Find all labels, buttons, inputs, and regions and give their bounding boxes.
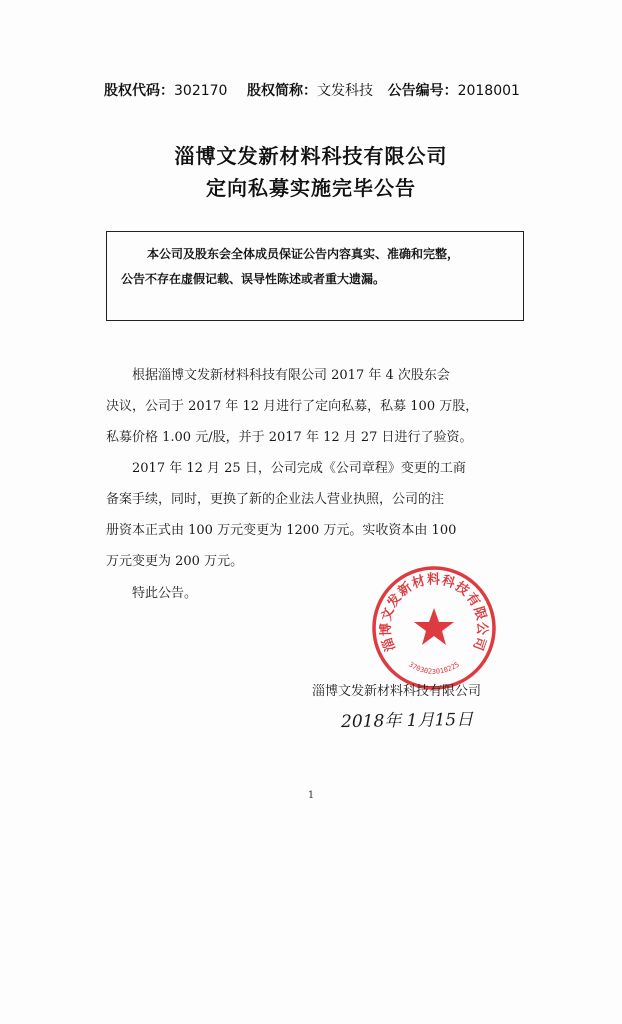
paragraph-line: 2017 年 12 月 25 日，公司完成《公司章程》变更的工商 bbox=[132, 461, 466, 476]
stock-abbr-value: 文发科技 bbox=[316, 83, 373, 99]
notice-number-label: 公告编号： bbox=[387, 83, 458, 99]
page-number: 1 bbox=[307, 790, 315, 801]
company-seal-stamp bbox=[370, 564, 498, 692]
paragraph-line: 万元变更为 200 万元。 bbox=[106, 554, 244, 569]
disclaimer-box bbox=[106, 231, 524, 321]
paragraph-line: 私募价格 1.00 元/股，并于 2017 年 12 月 27 日进行了验资。 bbox=[106, 430, 473, 445]
document-title-subject: 定向私募实施完毕公告 bbox=[206, 176, 416, 200]
announcement-header bbox=[104, 80, 544, 100]
paragraph-line: 根据淄博文发新材料科技有限公司 2017 年 4 次股东会 bbox=[132, 368, 450, 383]
signature-date: 2018年 1月15日 bbox=[340, 709, 474, 733]
paragraph-line: 备案手续，同时，更换了新的企业法人营业执照，公司的注 bbox=[106, 492, 445, 507]
stock-code-label: 股权代码： bbox=[104, 83, 174, 99]
paragraph-closing: 特此公告。 bbox=[132, 586, 198, 601]
document-title-company: 淄博文发新材料科技有限公司 bbox=[174, 144, 448, 168]
disclaimer-line-1: 本公司及股东会全体成员保证公告内容真实、准确和完整， bbox=[147, 247, 460, 261]
paragraph-line: 决议，公司于 2017 年 12 月进行了定向私募，私募 100 万股， bbox=[106, 399, 479, 414]
stock-abbr-label: 股权简称： bbox=[246, 83, 317, 99]
paragraph-private-placement bbox=[106, 360, 526, 453]
seal-star-icon bbox=[414, 608, 454, 645]
signature-company-name: 淄博文发新材料科技有限公司 bbox=[312, 684, 482, 699]
seal-company-text: 淄博文发新材料科技有限公司 bbox=[378, 572, 490, 654]
paragraph-registration-change bbox=[106, 453, 526, 577]
stock-code-value: 302170 bbox=[174, 83, 228, 99]
paragraph-line: 册资本正式由 100 万元变更为 1200 万元。实收资本由 100 bbox=[106, 523, 457, 538]
disclaimer-line-2: 公告不存在虚假记载、误导性陈述或者重大遗漏。 bbox=[121, 272, 386, 286]
notice-number-value: 2018001 bbox=[457, 83, 520, 99]
seal-number-text: 3703023010225 bbox=[407, 660, 461, 676]
